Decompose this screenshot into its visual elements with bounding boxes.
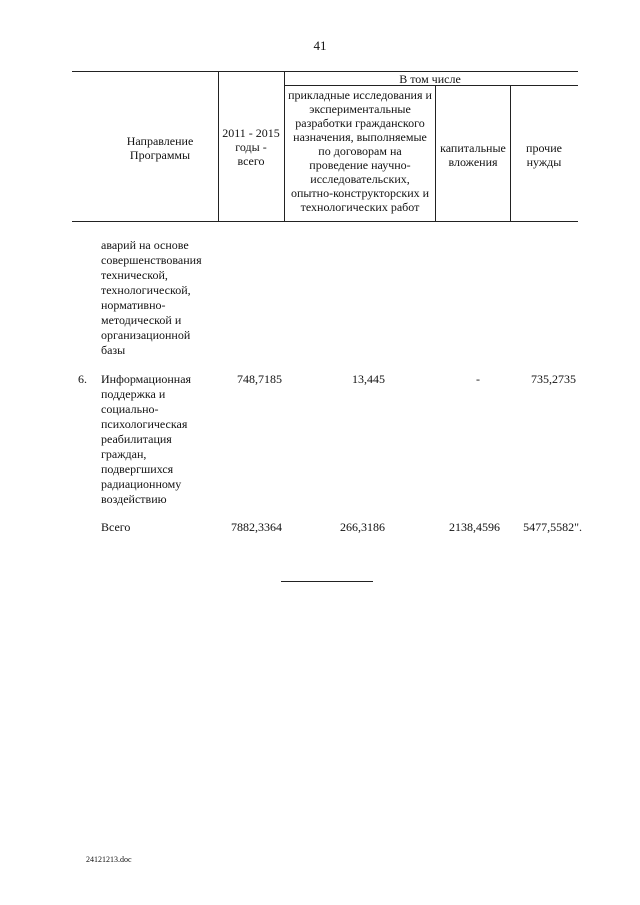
row-total: 748,7185 xyxy=(237,372,282,386)
row-other: 5477,5582". xyxy=(523,520,582,534)
row-total: 7882,3364 xyxy=(231,520,282,534)
end-rule xyxy=(281,581,373,582)
footer-doc-id: 24121213.doc xyxy=(86,855,132,864)
row-research: 266,3186 xyxy=(340,520,385,534)
row-capital: 2138,4596 xyxy=(449,520,500,534)
column-divider xyxy=(284,71,285,221)
header-total: 2011 - 2015 годы - всего xyxy=(222,126,280,168)
column-divider xyxy=(435,85,436,221)
row-direction: Информационная поддержка и социально-психологическая реабилитация граждан, подвергшихся радиационному воздействию xyxy=(101,372,192,506)
page-number: 41 xyxy=(313,38,327,53)
header-direction: Направление Программы xyxy=(126,134,194,162)
header-bottom-rule xyxy=(72,221,578,222)
header-other: прочие нужды xyxy=(526,141,562,169)
column-divider xyxy=(510,85,511,221)
row-direction: аварий на основе совершенствования технической, технологической, нормативно-методической и организационной базы xyxy=(101,238,202,357)
row-other: 735,2735 xyxy=(531,372,576,386)
header-group: В том числе xyxy=(399,72,461,86)
column-divider xyxy=(218,71,219,221)
row-capital: - xyxy=(476,372,480,386)
row-number: 6. xyxy=(78,372,87,386)
header-capital: капитальные вложения xyxy=(440,141,506,169)
row-direction: Всего xyxy=(101,520,131,534)
table-top-rule xyxy=(72,71,578,72)
header-research: прикладные исследования и экспериментальные разработки гражданского назначения, выполняемые по договорам на проведение научно-исследовательских, опытно-конструкторских и технологических работ xyxy=(288,88,432,214)
row-research: 13,445 xyxy=(352,372,385,386)
